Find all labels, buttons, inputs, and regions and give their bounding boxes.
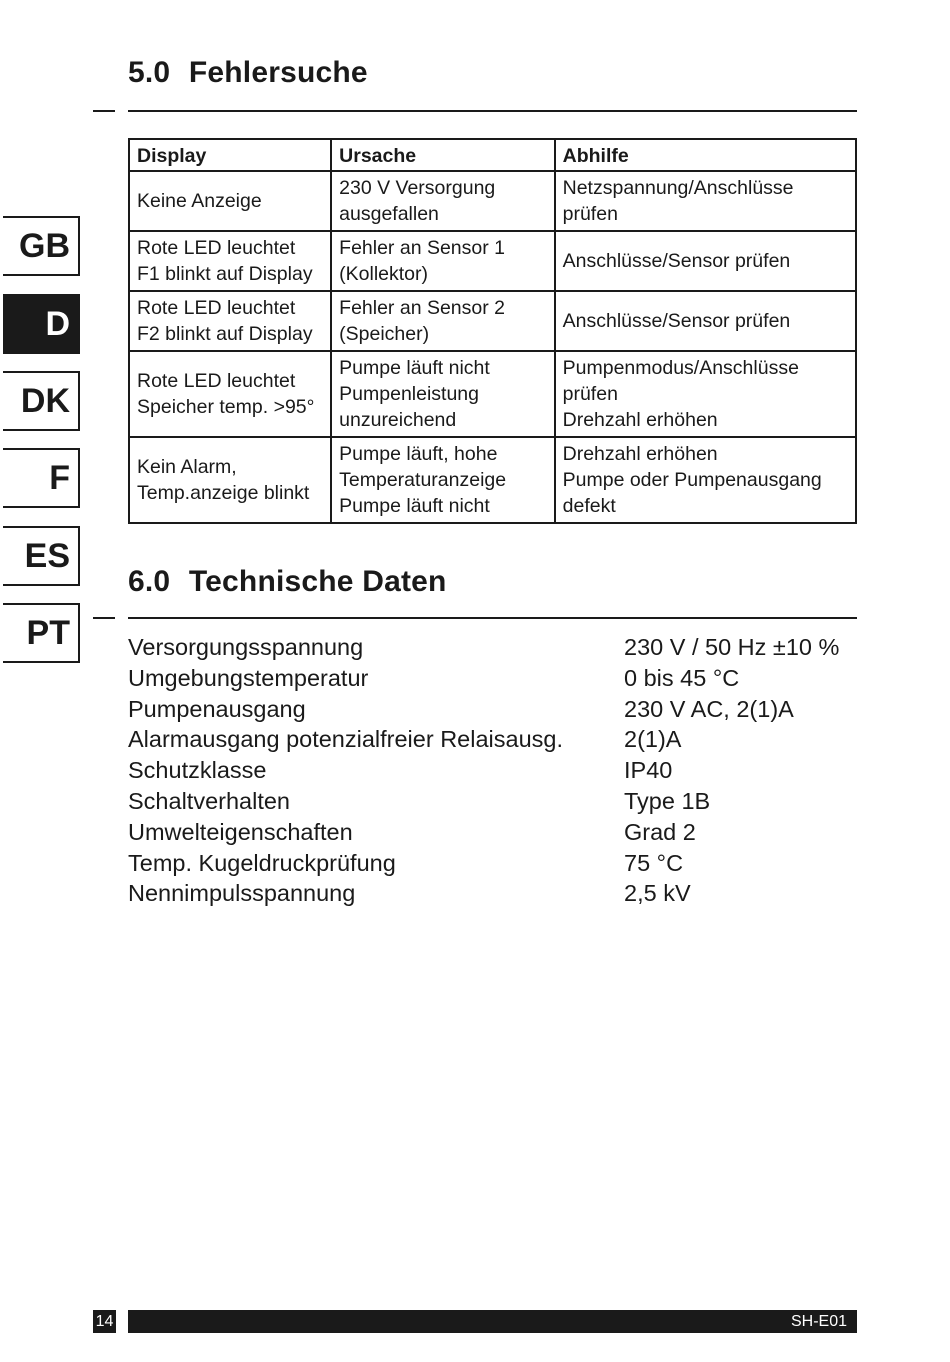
cell-ursache: Pumpe läuft nicht Pumpenleistung unzureichend [331,351,554,437]
spec-label: Umgebungstemperatur [128,664,369,691]
cell-ursache: Fehler an Sensor 1 (Kollektor) [331,231,554,291]
spec-value: 2,5 kV [624,880,691,907]
divider-long [128,617,857,619]
spec-value: 230 V AC, 2(1)A [624,695,794,722]
spec-row [128,632,857,663]
lang-tab-d[interactable]: D [3,294,80,354]
cell-abhilfe: Anschlüsse/Sensor prüfen [555,291,856,351]
page-number: 14 [93,1310,116,1333]
spec-value: IP40 [624,757,673,784]
footer-model-bar: SH-E01 [128,1310,857,1333]
lang-tab-es[interactable]: ES [3,526,80,586]
header-ursache: Ursache [331,139,554,171]
header-abhilfe: Abhilfe [555,139,856,171]
lang-tab-f[interactable]: F [3,448,80,508]
cell-abhilfe: Drehzahl erhöhen Pumpe oder Pumpenausgang defekt [555,437,856,523]
fault-table [128,138,857,524]
spec-row [128,848,857,879]
cell-abhilfe: Pumpenmodus/Anschlüsse prüfen Drehzahl erhöhen [555,351,856,437]
cell-ursache: Pumpe läuft, hohe Temperaturanzeige Pumpe läuft nicht [331,437,554,523]
spec-row [128,786,857,817]
table-row [129,351,856,437]
spec-label: Umwelteigenschaften [128,818,353,845]
spec-list [128,632,857,909]
spec-row [128,724,857,755]
spec-label: Versorgungsspannung [128,634,364,660]
spec-label: Schutzklasse [128,757,267,784]
table-row [129,437,856,523]
lang-tab-dk[interactable]: DK [3,371,80,431]
spec-row [128,878,857,909]
spec-value: Grad 2 [624,818,696,845]
table-row [129,171,856,231]
divider-short [93,617,115,619]
spec-label: Nennimpulsspannung [128,880,356,907]
section-title-fehlersuche [128,56,368,90]
cell-display: Kein Alarm, Temp.anzeige blinkt [129,437,331,523]
divider-short [93,110,115,112]
section-title-text: Fehlersuche [188,56,368,89]
table-row [129,231,856,291]
cell-abhilfe: Netzspannung/Anschlüsse prüfen [555,171,856,231]
lang-tab-gb[interactable]: GB [3,216,80,276]
cell-abhilfe: Anschlüsse/Sensor prüfen [555,231,856,291]
spec-row [128,817,857,848]
spec-label: Temp. Kugeldruckprüfung [128,849,396,876]
spec-value: Type 1B [624,787,711,814]
cell-ursache: Fehler an Sensor 2 (Speicher) [331,291,554,351]
spec-value: 2(1)A [624,726,682,753]
lang-tab-pt[interactable]: PT [3,603,80,663]
cell-display: Rote LED leuchtet F1 blinkt auf Display [129,231,331,291]
divider-long [128,110,857,112]
section-title-technische-daten [128,565,447,599]
spec-row [128,663,857,694]
cell-ursache: 230 V Versorgung ausgefallen [331,171,554,231]
spec-row [128,694,857,725]
section-number: 5.0 [128,56,171,89]
spec-label: Pumpenausgang [128,695,306,722]
spec-value: 75 °C [624,849,684,876]
spec-label: Alarmausgang potenzialfreier Relaisausg. [128,726,563,753]
table-row [129,291,856,351]
section-title-text: Technische Daten [188,565,447,598]
spec-row [128,755,857,786]
cell-display: Rote LED leuchtet F2 blinkt auf Display [129,291,331,351]
spec-value: 230 V / 50 Hz ±10 % [624,634,840,660]
table-header-row [129,139,856,171]
section-number: 6.0 [128,565,171,598]
spec-value: 0 bis 45 °C [624,664,740,691]
header-display: Display [129,139,331,171]
cell-display: Rote LED leuchtet Speicher temp. >95° [129,351,331,437]
cell-display: Keine Anzeige [129,171,331,231]
spec-label: Schaltverhalten [128,787,290,814]
